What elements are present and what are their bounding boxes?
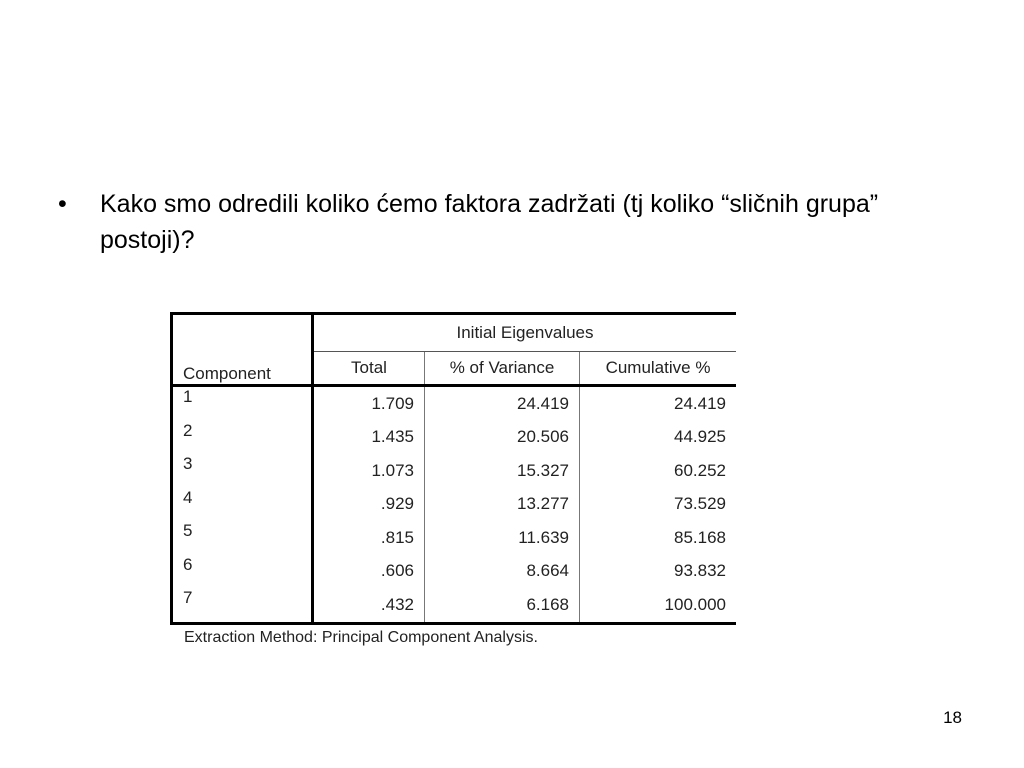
- column-header-component: Component: [172, 314, 313, 386]
- table-row: [172, 488, 737, 522]
- cell-percent-variance: 8.664: [425, 555, 580, 589]
- table-footnote: Extraction Method: Principal Component Analysis.: [184, 628, 538, 646]
- cell-percent-variance: 20.506: [425, 421, 580, 455]
- cell-percent-variance: 15.327: [425, 454, 580, 488]
- table-row: [172, 555, 737, 589]
- cell-component: 7: [172, 588, 313, 623]
- cell-component: 1: [172, 386, 313, 421]
- eigenvalues-table-container: [170, 312, 738, 647]
- cell-percent-variance: 24.419: [425, 386, 580, 421]
- cell-total: .815: [313, 521, 425, 555]
- cell-total: .929: [313, 488, 425, 522]
- cell-total: .432: [313, 588, 425, 623]
- table-row: [172, 421, 737, 455]
- column-header-total: Total: [313, 352, 425, 386]
- cell-percent-variance: 11.639: [425, 521, 580, 555]
- column-header-percent-variance: % of Variance: [425, 352, 580, 386]
- cell-percent-variance: 6.168: [425, 588, 580, 623]
- bullet-text: Kako smo odredili koliko ćemo faktora zadržati (tj koliko “sličnih grupa” postoji)?: [100, 190, 879, 254]
- cell-total: 1.073: [313, 454, 425, 488]
- cell-cumulative: 93.832: [674, 561, 726, 581]
- table-row: [172, 386, 737, 421]
- group-header-initial-eigenvalues: Initial Eigenvalues: [313, 314, 737, 352]
- cell-cumulative: 85.168: [674, 527, 726, 547]
- cell-cumulative: 24.419: [674, 393, 726, 413]
- eigenvalues-table: [170, 312, 736, 625]
- table-row: [172, 521, 737, 555]
- bullet-mark: •: [58, 190, 67, 218]
- cell-component: 4: [172, 488, 313, 522]
- cell-total: 1.435: [313, 421, 425, 455]
- cell-cumulative: 44.925: [674, 427, 726, 447]
- cell-component: 6: [172, 555, 313, 589]
- cell-percent-variance: 13.277: [425, 488, 580, 522]
- cell-cumulative: 60.252: [674, 460, 726, 480]
- table-header-row-group: [172, 314, 737, 352]
- cell-component: 5: [172, 521, 313, 555]
- page-number: 18: [943, 708, 962, 727]
- cell-cumulative: 73.529: [674, 494, 726, 514]
- cell-total: .606: [313, 555, 425, 589]
- table-row: [172, 454, 737, 488]
- cell-component: 3: [172, 454, 313, 488]
- column-header-cumulative: Cumulative %: [580, 352, 737, 386]
- table-row: [172, 588, 737, 623]
- cell-cumulative: 100.000: [580, 588, 737, 623]
- cell-total: 1.709: [313, 386, 425, 421]
- cell-component: 2: [172, 421, 313, 455]
